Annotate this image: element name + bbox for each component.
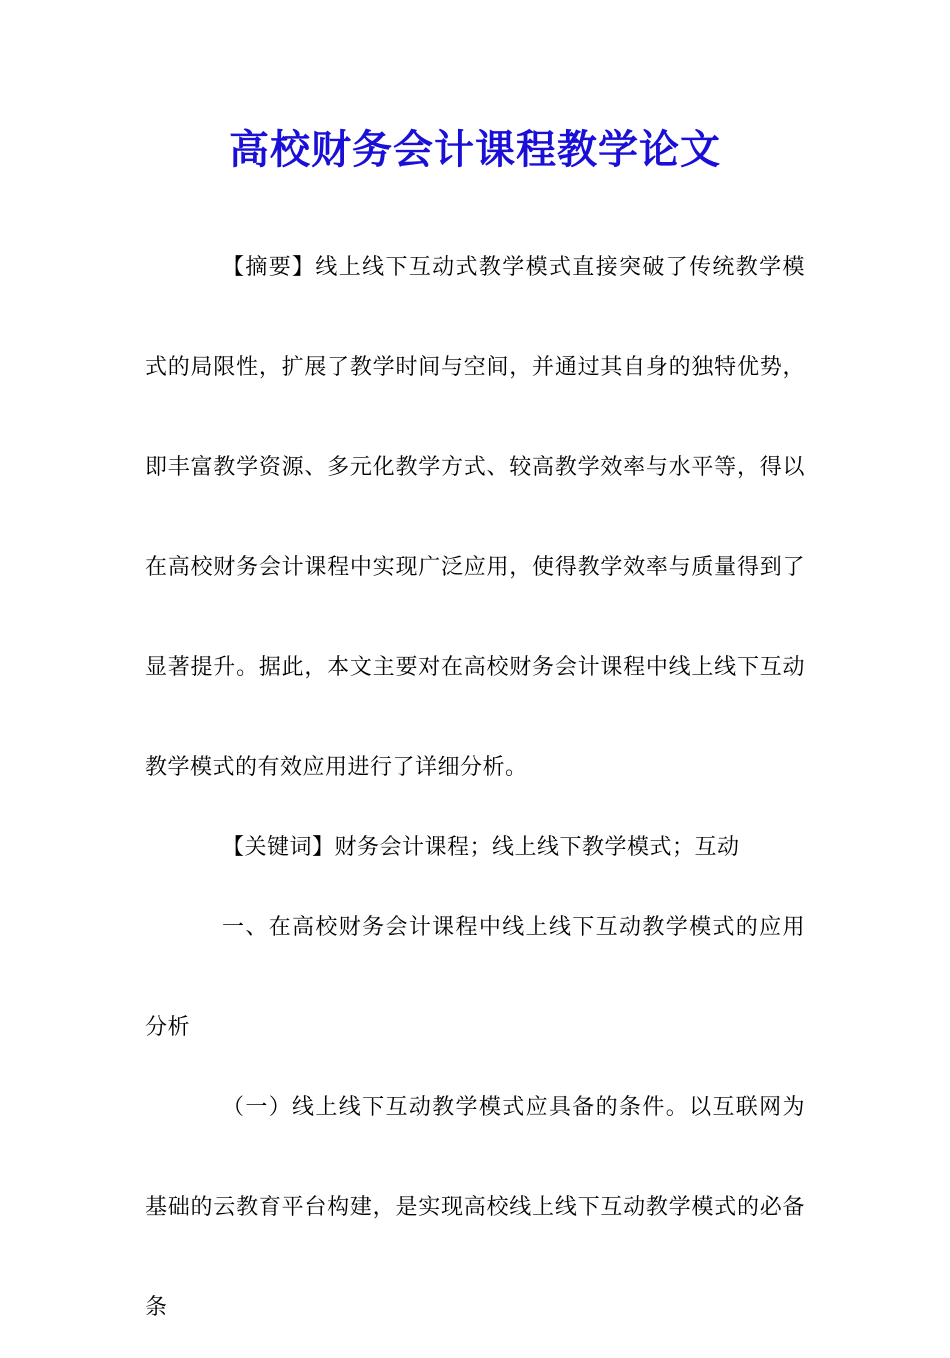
keywords-paragraph: 【关键词】财务会计课程；线上线下教学模式；互动	[222, 835, 740, 860]
abstract-paragraph: 【摘要】线上线下互动式教学模式直接突破了传统教学模式的局限性，扩展了教学时间与空间，并通过其自身的独特优势，即丰富教学资源、多元化教学方式、较高教学效率与水平等，得以在高校财务会计课程中实现广泛应用，使得教学效率与质量得到了显著提升。据此，本文主要对在高校财务会计课程中线上线下互动教学模式的有效应用进行了详细分析。	[145, 255, 805, 780]
document-title: 高校财务会计课程教学论文	[229, 126, 721, 173]
body-paragraph: （一）线上线下互动教学模式应具备的条件。以互联网为基础的云教育平台构建，是实现高校线上线下互动教学模式的必备条	[145, 1095, 805, 1320]
section-heading: 一、在高校财务会计课程中线上线下互动教学模式的应用分析	[145, 915, 805, 1040]
document-body	[145, 218, 805, 1358]
